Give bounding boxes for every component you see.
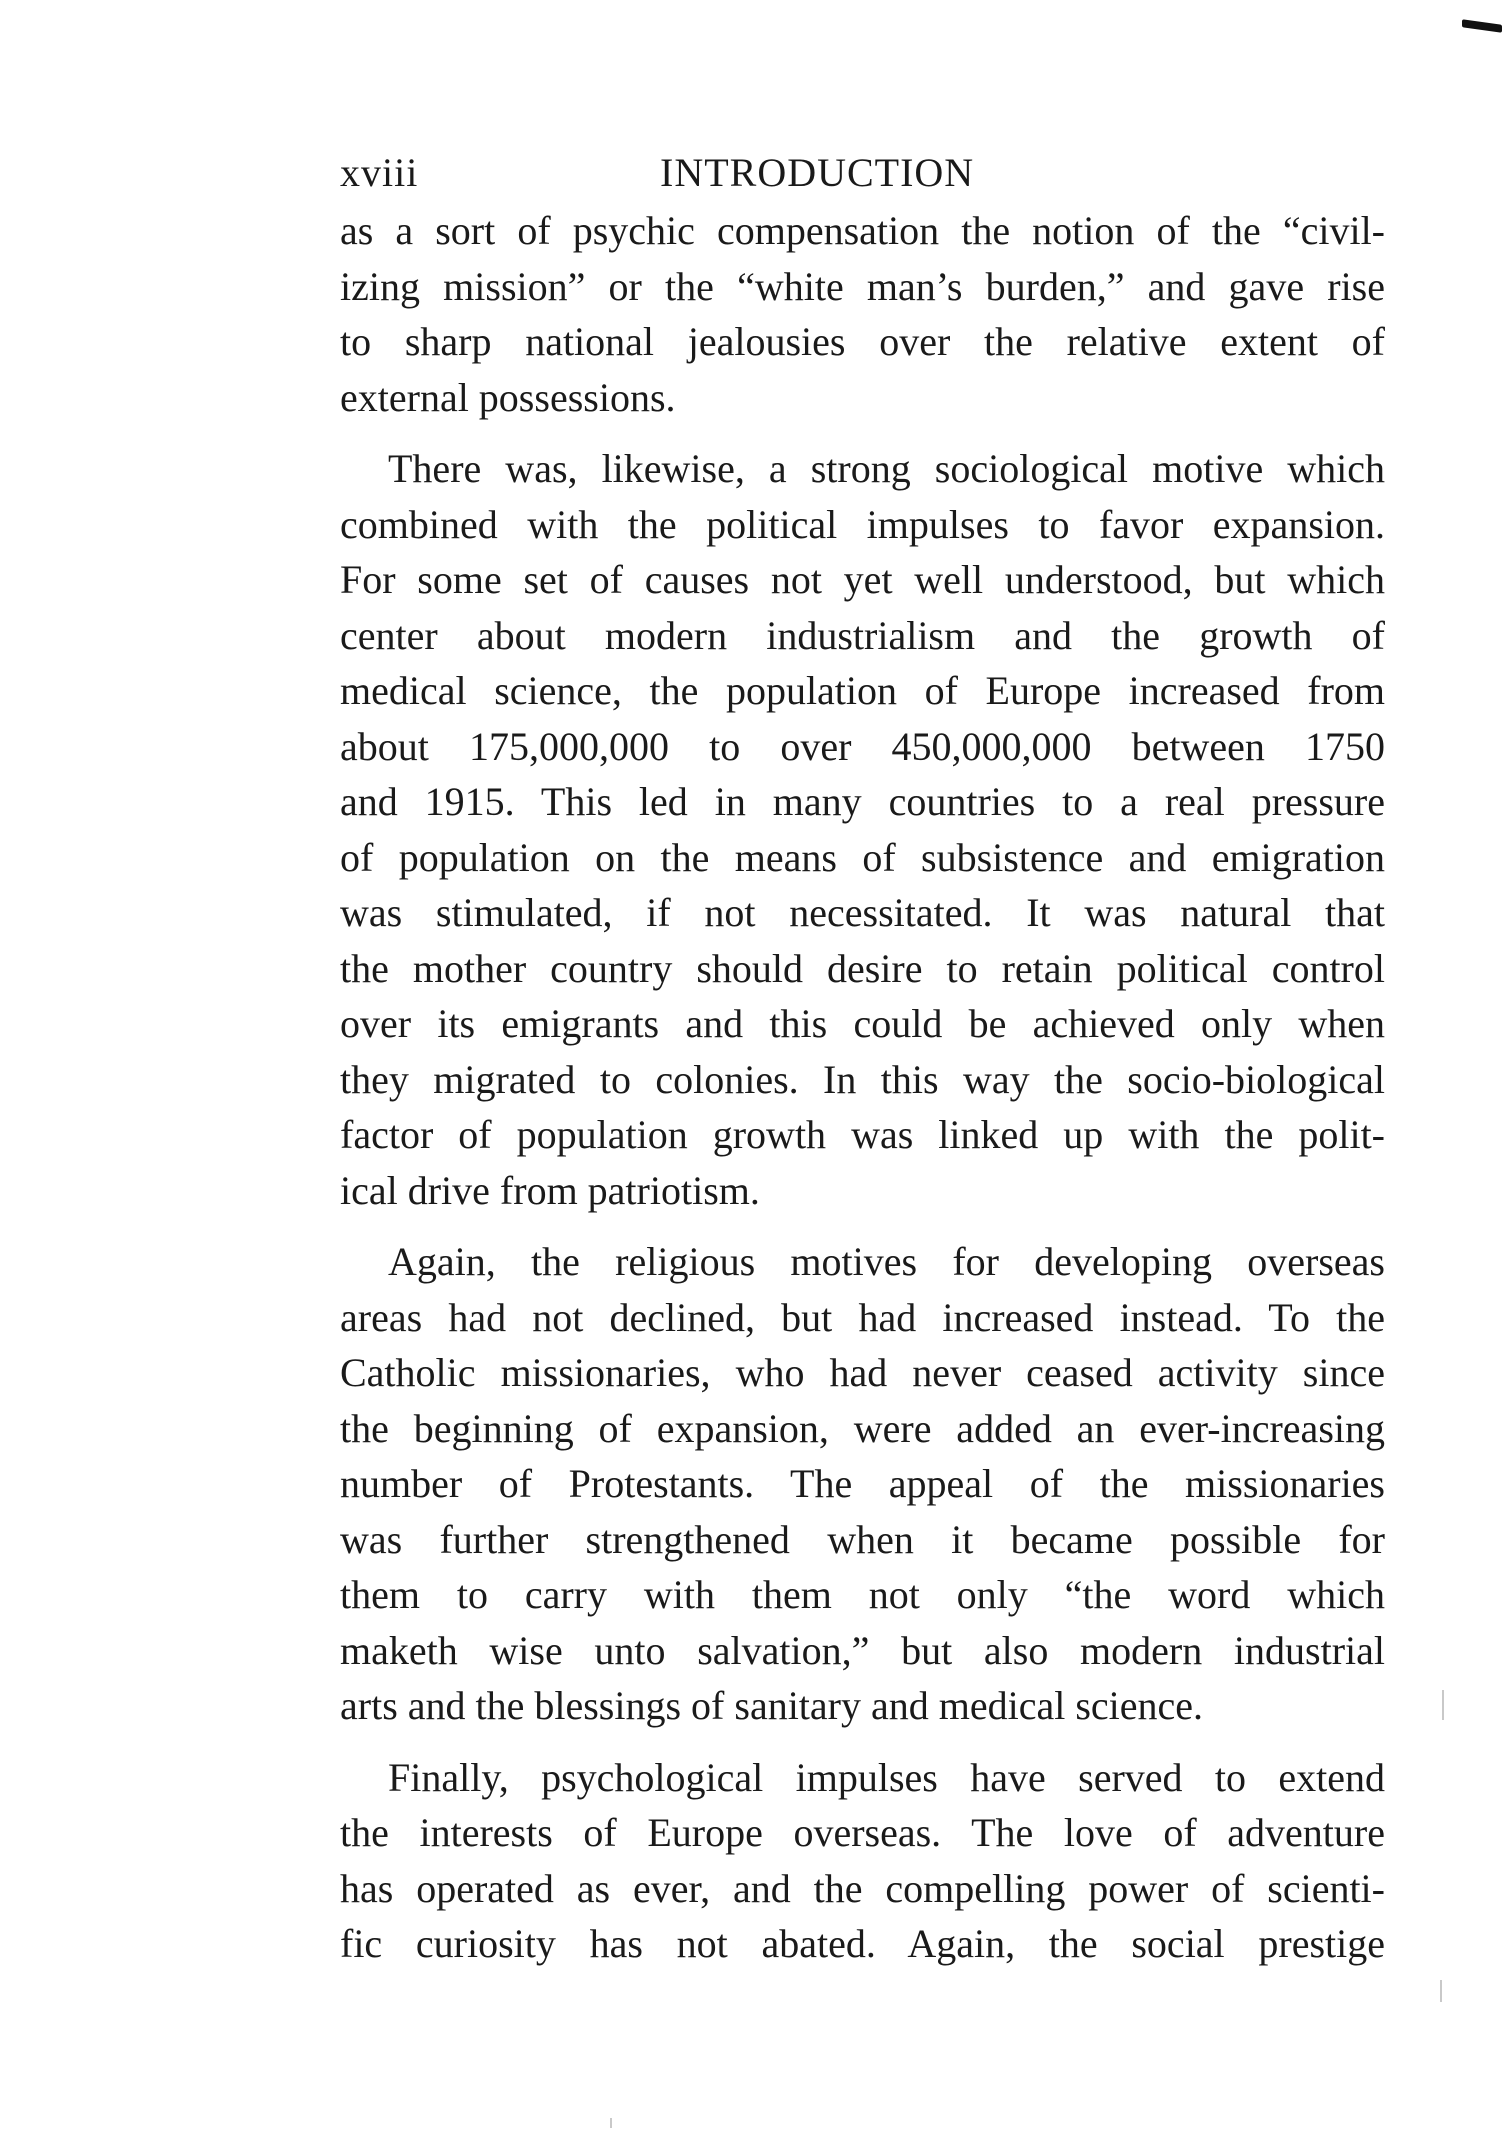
paragraph-4 (340, 1750, 1385, 1972)
text-line: they migrated to colonies. In this way the socio-biological (340, 1056, 1385, 1102)
text-line: arts and the blessings of sanitary and medical science. (340, 1683, 1204, 1728)
text-line: factor of population growth was linked up with the polit- (340, 1112, 1385, 1157)
text-line: has operated as ever, and the compelling power of scienti- (340, 1865, 1385, 1911)
text-line: about 175,000,000 to over 450,000,000 between 1750 (340, 723, 1385, 769)
text-line: Catholic missionaries, who had never ceased activity since (340, 1350, 1385, 1395)
paragraph-3 (340, 1234, 1385, 1734)
page-number: xviii (340, 150, 419, 195)
body-text (340, 203, 1385, 1972)
text-line: the mother country should desire to retain political control (340, 945, 1385, 991)
text-line: There was, likewise, a strong sociological motive which (388, 446, 1385, 491)
text-line: ical drive from patriotism. (340, 1167, 760, 1213)
text-line: was further strengthened when it became possible for (340, 1516, 1385, 1562)
paragraph-1 (340, 203, 1385, 425)
text-line: and 1915. This led in many countries to a real pressure (340, 779, 1385, 824)
scan-speck (1440, 1980, 1442, 2002)
text-line: izing mission” or the “white man’s burden,” and gave rise (340, 263, 1385, 309)
text-line: to sharp national jealousies over the relative extent of (340, 319, 1385, 364)
text-line: combined with the political impulses to favor expansion. (340, 501, 1385, 547)
text-line: as a sort of psychic compensation the notion of the “civil- (340, 208, 1385, 253)
text-line: areas had not declined, but had increased instead. To the (340, 1294, 1385, 1340)
running-head-title: INTRODUCTION (660, 150, 975, 195)
text-line: Again, the religious motives for developing overseas (388, 1239, 1385, 1284)
scan-corner-mark (1462, 19, 1502, 33)
text-line: medical science, the population of Europe increased from (340, 668, 1385, 713)
text-line: For some set of causes not yet well understood, but which (340, 557, 1385, 602)
text-line: Finally, psychological impulses have served to extend (388, 1754, 1385, 1800)
scan-speck (1442, 1690, 1444, 1720)
text-line: the interests of Europe overseas. The love of adventure (340, 1810, 1385, 1855)
text-line: maketh wise unto salvation,” but also modern industrial (340, 1627, 1385, 1673)
text-line: them to carry with them not only “the word which (340, 1572, 1385, 1617)
scan-speck (610, 2118, 612, 2128)
text-line: external possessions. (340, 374, 676, 420)
text-line: fic curiosity has not abated. Again, the social prestige (340, 1921, 1385, 1966)
text-line: the beginning of expansion, were added an ever-increasing (340, 1405, 1385, 1451)
text-line: was stimulated, if not necessitated. It was natural that (340, 890, 1385, 935)
text-line: over its emigrants and this could be achieved only when (340, 1001, 1385, 1046)
paragraph-2 (340, 441, 1385, 1218)
text-line: of population on the means of subsistence and emigration (340, 834, 1385, 880)
text-line: number of Protestants. The appeal of the missionaries (340, 1461, 1385, 1506)
text-line: center about modern industrialism and the growth of (340, 612, 1385, 658)
running-head (340, 148, 1385, 198)
